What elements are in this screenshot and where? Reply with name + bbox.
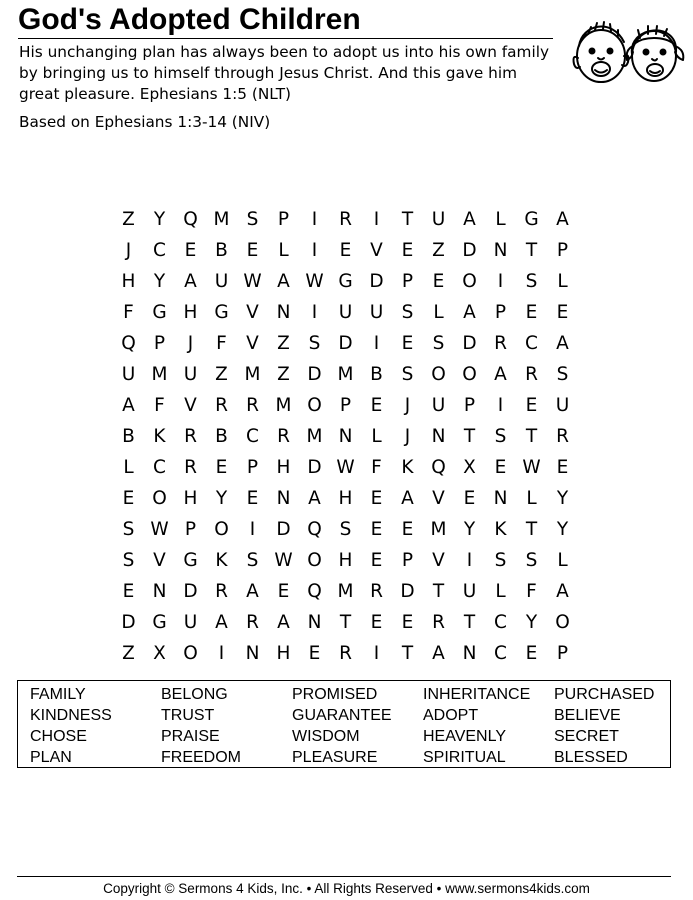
grid-letter[interactable]: H: [121, 271, 136, 292]
word-bank-item: INHERITANCE: [423, 686, 531, 703]
grid-letter[interactable]: D: [462, 240, 477, 261]
grid-letter[interactable]: D: [276, 519, 291, 540]
grid-letter[interactable]: P: [401, 550, 414, 571]
grid-letter[interactable]: E: [401, 333, 414, 354]
grid-letter[interactable]: C: [494, 643, 507, 664]
word-bank-item: PLEASURE: [292, 749, 378, 766]
grid-letter[interactable]: P: [463, 395, 476, 416]
grid-letter[interactable]: D: [307, 457, 322, 478]
grid-letter[interactable]: M: [337, 581, 354, 602]
grid-letter[interactable]: T: [463, 426, 476, 447]
grid-letter[interactable]: F: [216, 333, 227, 354]
grid-letter[interactable]: I: [373, 643, 380, 664]
grid-letter[interactable]: R: [556, 426, 569, 447]
grid-letter[interactable]: T: [463, 612, 476, 633]
word-bank-item: BELIEVE: [554, 707, 621, 724]
word-bank-item: CHOSE: [30, 728, 87, 745]
grid-letter[interactable]: O: [462, 271, 477, 292]
grid-letter[interactable]: A: [277, 271, 290, 292]
grid-letter[interactable]: E: [525, 395, 538, 416]
copyright-notice: Copyright © Sermons 4 Kids, Inc. • All Rights Reserved • www.sermons4kids.com: [103, 881, 590, 896]
grid-letter[interactable]: H: [183, 302, 198, 323]
grid-letter[interactable]: K: [153, 426, 166, 447]
grid-letter[interactable]: K: [401, 457, 414, 478]
grid-letter[interactable]: V: [153, 550, 166, 571]
grid-letter[interactable]: K: [215, 550, 228, 571]
grid-letter[interactable]: P: [246, 457, 259, 478]
grid-letter[interactable]: E: [246, 488, 259, 509]
grid-letter[interactable]: W: [305, 271, 324, 292]
grid-letter[interactable]: D: [338, 333, 353, 354]
grid-letter[interactable]: P: [556, 643, 569, 664]
grid-letter[interactable]: W: [336, 457, 355, 478]
grid-letter[interactable]: C: [153, 457, 166, 478]
grid-letter[interactable]: Q: [431, 457, 446, 478]
grid-letter[interactable]: E: [339, 240, 352, 261]
grid-letter[interactable]: E: [122, 581, 135, 602]
grid-letter[interactable]: R: [184, 426, 197, 447]
grid-letter[interactable]: F: [526, 581, 537, 602]
grid-letter[interactable]: L: [371, 426, 382, 447]
grid-letter[interactable]: S: [494, 426, 507, 447]
grid-letter[interactable]: S: [122, 550, 135, 571]
grid-letter[interactable]: S: [401, 364, 414, 385]
grid-letter[interactable]: E: [401, 240, 414, 261]
grid-letter[interactable]: Y: [525, 612, 538, 633]
grid-letter[interactable]: G: [524, 209, 539, 230]
grid-letter[interactable]: V: [432, 488, 445, 509]
grid-letter[interactable]: U: [431, 395, 446, 416]
grid-letter[interactable]: A: [556, 209, 569, 230]
word-bank: [17, 680, 671, 768]
grid-letter[interactable]: T: [401, 643, 414, 664]
word-bank-item: GUARANTEE: [292, 707, 392, 724]
grid-letter[interactable]: J: [404, 395, 411, 416]
grid-letter[interactable]: H: [276, 457, 291, 478]
grid-letter[interactable]: R: [215, 395, 228, 416]
grid-letter[interactable]: O: [152, 488, 167, 509]
grid-letter[interactable]: L: [557, 550, 568, 571]
grid-letter[interactable]: R: [246, 612, 259, 633]
word-bank-item: HEAVENLY: [423, 728, 506, 745]
memory-verse: His unchanging plan has always been to adopt us into his own family by bringing us to himself through Jesus Christ. And this gave him great pleasure. Ephesians 1:5 (NLT): [19, 43, 549, 103]
grid-letter[interactable]: R: [277, 426, 290, 447]
grid-letter[interactable]: S: [401, 302, 414, 323]
grid-letter[interactable]: R: [370, 581, 383, 602]
grid-letter[interactable]: R: [432, 612, 445, 633]
grid-letter[interactable]: E: [463, 488, 476, 509]
word-bank-item: BELONG: [161, 686, 228, 703]
word-bank-item: TRUST: [161, 707, 215, 724]
grid-letter[interactable]: R: [339, 209, 352, 230]
grid-letter[interactable]: E: [308, 643, 321, 664]
grid-letter[interactable]: P: [556, 240, 569, 261]
word-bank-item: PURCHASED: [554, 686, 655, 703]
grid-letter[interactable]: J: [187, 333, 194, 354]
grid-letter[interactable]: Z: [122, 209, 135, 230]
grid-letter[interactable]: O: [183, 643, 198, 664]
grid-letter[interactable]: A: [246, 581, 259, 602]
grid-letter[interactable]: N: [307, 612, 322, 633]
grid-letter[interactable]: D: [183, 581, 198, 602]
grid-letter[interactable]: Q: [307, 519, 322, 540]
grid-letter[interactable]: E: [370, 550, 383, 571]
footer-divider: [17, 876, 671, 877]
grid-letter[interactable]: Z: [122, 643, 135, 664]
grid-letter[interactable]: B: [215, 426, 228, 447]
word-bank-item: ADOPT: [423, 707, 479, 724]
grid-letter[interactable]: U: [555, 395, 570, 416]
word-bank-list: [30, 684, 674, 768]
grid-letter[interactable]: W: [150, 519, 169, 540]
grid-letter[interactable]: U: [369, 302, 384, 323]
grid-letter[interactable]: G: [214, 302, 229, 323]
grid-letter[interactable]: G: [338, 271, 353, 292]
word-search-grid[interactable]: [113, 204, 578, 669]
grid-letter[interactable]: O: [555, 612, 570, 633]
grid-letter[interactable]: T: [525, 426, 538, 447]
grid-letter[interactable]: T: [339, 612, 352, 633]
grid-letter[interactable]: G: [183, 550, 198, 571]
grid-letter[interactable]: A: [277, 612, 290, 633]
grid-letter[interactable]: U: [183, 364, 198, 385]
grid-letter[interactable]: Y: [153, 209, 166, 230]
word-bank-item: PRAISE: [161, 728, 220, 745]
grid-letter[interactable]: B: [122, 426, 135, 447]
grid-letter[interactable]: Q: [307, 581, 322, 602]
grid-letter[interactable]: P: [401, 271, 414, 292]
grid-letter[interactable]: E: [122, 488, 135, 509]
grid-letter[interactable]: U: [121, 364, 136, 385]
grid-letter[interactable]: S: [339, 519, 352, 540]
grid-letter[interactable]: C: [246, 426, 259, 447]
grid-letter[interactable]: Z: [432, 240, 445, 261]
grid-letter[interactable]: N: [493, 240, 508, 261]
grid-letter[interactable]: S: [432, 333, 445, 354]
grid-letter[interactable]: N: [462, 643, 477, 664]
grid-letter[interactable]: E: [370, 395, 383, 416]
grid-letter[interactable]: P: [184, 519, 197, 540]
grid-letter[interactable]: D: [400, 581, 415, 602]
grid-letter[interactable]: A: [556, 333, 569, 354]
grid-letter[interactable]: A: [432, 643, 445, 664]
grid-letter[interactable]: I: [373, 333, 380, 354]
grid-letter[interactable]: P: [277, 209, 290, 230]
grid-letter[interactable]: M: [337, 364, 354, 385]
grid-letter[interactable]: A: [556, 581, 569, 602]
grid-letter[interactable]: V: [370, 240, 383, 261]
grid-letter[interactable]: L: [278, 240, 289, 261]
grid-letter[interactable]: W: [522, 457, 541, 478]
grid-letter[interactable]: H: [276, 643, 291, 664]
grid-letter[interactable]: S: [525, 271, 538, 292]
grid-letter[interactable]: E: [184, 240, 197, 261]
grid-letter[interactable]: R: [215, 581, 228, 602]
grid-letter[interactable]: I: [311, 209, 318, 230]
grid-letter[interactable]: D: [462, 333, 477, 354]
grid-letter[interactable]: M: [213, 209, 230, 230]
grid-letter[interactable]: E: [401, 612, 414, 633]
grid-letter[interactable]: I: [497, 395, 504, 416]
grid-letter[interactable]: F: [371, 457, 382, 478]
grid-letter[interactable]: P: [153, 333, 166, 354]
grid-letter[interactable]: J: [404, 426, 411, 447]
grid-letter[interactable]: I: [497, 271, 504, 292]
grid-letter[interactable]: Q: [183, 209, 198, 230]
grid-letter[interactable]: U: [183, 612, 198, 633]
grid-letter[interactable]: A: [401, 488, 414, 509]
grid-letter[interactable]: A: [215, 612, 228, 633]
grid-letter[interactable]: P: [494, 302, 507, 323]
grid-letter[interactable]: E: [370, 612, 383, 633]
grid-letter[interactable]: W: [274, 550, 293, 571]
grid-letter[interactable]: E: [401, 519, 414, 540]
grid-letter[interactable]: E: [246, 240, 259, 261]
grid-letter[interactable]: M: [151, 364, 168, 385]
grid-letter[interactable]: E: [215, 457, 228, 478]
grid-letter[interactable]: O: [307, 395, 322, 416]
grid-letter[interactable]: S: [122, 519, 135, 540]
grid-letter[interactable]: R: [494, 333, 507, 354]
grid-letter[interactable]: U: [462, 581, 477, 602]
grid-letter[interactable]: I: [218, 643, 225, 664]
grid-letter[interactable]: P: [339, 395, 352, 416]
word-bank-item: SPIRITUAL: [423, 749, 506, 766]
grid-letter[interactable]: I: [311, 302, 318, 323]
grid-letter[interactable]: N: [245, 643, 260, 664]
word-bank-item: WISDOM: [292, 728, 360, 745]
word-bank-item: PLAN: [30, 749, 72, 766]
grid-letter[interactable]: A: [494, 364, 507, 385]
grid-letter[interactable]: Y: [153, 271, 166, 292]
grid-letter[interactable]: O: [307, 550, 322, 571]
grid-letter[interactable]: T: [432, 581, 445, 602]
grid-letter[interactable]: G: [152, 612, 167, 633]
grid-letter[interactable]: M: [275, 395, 292, 416]
grid-letter[interactable]: X: [463, 457, 476, 478]
grid-letter[interactable]: F: [154, 395, 165, 416]
grid-letter[interactable]: C: [153, 240, 166, 261]
word-bank-item: KINDNESS: [30, 707, 112, 724]
word-bank-item: PROMISED: [292, 686, 378, 703]
grid-letter[interactable]: E: [525, 302, 538, 323]
grid-letter[interactable]: Q: [121, 333, 136, 354]
grid-letter[interactable]: X: [153, 643, 166, 664]
grid-letter[interactable]: O: [214, 519, 229, 540]
word-bank-item: BLESSED: [554, 749, 628, 766]
grid-letter[interactable]: S: [246, 209, 259, 230]
grid-letter[interactable]: Y: [215, 488, 228, 509]
grid-letter[interactable]: T: [525, 519, 538, 540]
grid-letter[interactable]: E: [370, 488, 383, 509]
word-bank-item: SECRET: [554, 728, 619, 745]
grid-letter[interactable]: T: [525, 240, 538, 261]
grid-letter[interactable]: T: [401, 209, 414, 230]
grid-letter[interactable]: J: [125, 240, 132, 261]
two-smiling-kids-icon: [568, 6, 688, 92]
grid-letter[interactable]: S: [246, 550, 259, 571]
grid-letter[interactable]: U: [214, 271, 229, 292]
grid-letter[interactable]: K: [494, 519, 507, 540]
word-bank-item: FREEDOM: [161, 749, 241, 766]
grid-letter[interactable]: E: [370, 519, 383, 540]
grid-letter[interactable]: A: [463, 302, 476, 323]
grid-letter[interactable]: R: [339, 643, 352, 664]
grid-letter[interactable]: N: [152, 581, 167, 602]
grid-letter[interactable]: O: [462, 364, 477, 385]
grid-letter[interactable]: S: [525, 550, 538, 571]
grid-letter[interactable]: R: [184, 457, 197, 478]
grid-letter[interactable]: V: [246, 333, 259, 354]
grid-letter[interactable]: I: [373, 209, 380, 230]
grid-letter[interactable]: C: [525, 333, 538, 354]
grid-letter[interactable]: I: [249, 519, 256, 540]
grid-letter[interactable]: S: [494, 550, 507, 571]
grid-letter[interactable]: U: [338, 302, 353, 323]
grid-letter[interactable]: Y: [463, 519, 476, 540]
grid-letter[interactable]: E: [494, 457, 507, 478]
grid-letter[interactable]: L: [526, 488, 537, 509]
grid-letter[interactable]: Z: [277, 333, 290, 354]
grid-letter[interactable]: D: [369, 271, 384, 292]
grid-letter[interactable]: A: [122, 395, 135, 416]
title-divider: [18, 38, 553, 39]
grid-letter[interactable]: E: [432, 271, 445, 292]
grid-letter[interactable]: S: [308, 333, 321, 354]
grid-letter[interactable]: H: [338, 488, 353, 509]
grid-letter[interactable]: A: [184, 271, 197, 292]
grid-letter[interactable]: M: [244, 364, 261, 385]
grid-letter[interactable]: E: [277, 581, 290, 602]
grid-letter[interactable]: I: [466, 550, 473, 571]
grid-letter[interactable]: M: [430, 519, 447, 540]
grid-letter[interactable]: S: [556, 364, 569, 385]
grid-letter[interactable]: V: [184, 395, 197, 416]
grid-letter[interactable]: N: [493, 488, 508, 509]
grid-letter[interactable]: M: [306, 426, 323, 447]
grid-letter[interactable]: N: [338, 426, 353, 447]
scripture-reference: Based on Ephesians 1:3-14 (NIV): [19, 113, 271, 131]
grid-letter[interactable]: E: [556, 457, 569, 478]
grid-letter[interactable]: Y: [556, 519, 569, 540]
grid-letter[interactable]: G: [152, 302, 167, 323]
grid-letter[interactable]: L: [433, 302, 444, 323]
grid-letter[interactable]: L: [495, 209, 506, 230]
grid-letter[interactable]: Z: [277, 364, 290, 385]
grid-letter[interactable]: E: [525, 643, 538, 664]
grid-letter[interactable]: D: [307, 364, 322, 385]
grid-letter[interactable]: C: [494, 612, 507, 633]
grid-letter[interactable]: R: [246, 395, 259, 416]
grid-letter[interactable]: V: [246, 302, 259, 323]
grid-letter[interactable]: H: [338, 550, 353, 571]
grid-letter[interactable]: U: [431, 209, 446, 230]
grid-letter[interactable]: R: [525, 364, 538, 385]
grid-letter[interactable]: D: [121, 612, 136, 633]
grid-letter[interactable]: L: [495, 581, 506, 602]
grid-letter[interactable]: A: [463, 209, 476, 230]
grid-letter[interactable]: B: [370, 364, 383, 385]
grid-letter[interactable]: L: [557, 271, 568, 292]
grid-letter[interactable]: O: [431, 364, 446, 385]
word-bank-item: FAMILY: [30, 686, 86, 703]
grid-letter[interactable]: B: [215, 240, 228, 261]
grid-letter[interactable]: W: [243, 271, 262, 292]
grid-letter[interactable]: N: [276, 488, 291, 509]
grid-letter[interactable]: N: [276, 302, 291, 323]
grid-letter[interactable]: H: [183, 488, 198, 509]
grid-letter[interactable]: Y: [556, 488, 569, 509]
grid-letter[interactable]: F: [123, 302, 134, 323]
grid-letter[interactable]: A: [308, 488, 321, 509]
grid-letter[interactable]: N: [431, 426, 446, 447]
grid-letter[interactable]: I: [311, 240, 318, 261]
grid-letter[interactable]: V: [432, 550, 445, 571]
grid-letter[interactable]: L: [123, 457, 134, 478]
grid-letter[interactable]: Z: [215, 364, 228, 385]
page-title: God's Adopted Children: [18, 3, 361, 36]
grid-letter[interactable]: E: [556, 302, 569, 323]
